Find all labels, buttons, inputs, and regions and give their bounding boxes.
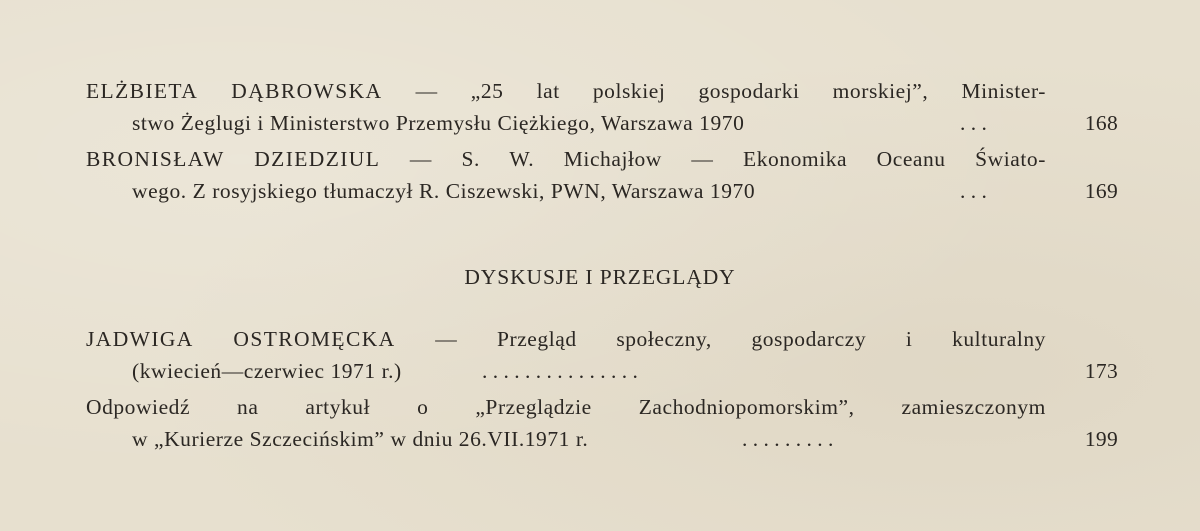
title-word: Odpowiedź <box>86 395 191 419</box>
title-word: Oceanu <box>876 147 946 171</box>
title-word: i <box>905 327 913 351</box>
dot-leaders: . . . . . . . . . . . . . . . <box>482 359 638 383</box>
title-word: społeczny, <box>616 327 712 351</box>
title-word: Zachodniopomorskim”, <box>638 395 855 419</box>
title-word: „25 <box>470 79 504 103</box>
title-word: gospodarczy <box>751 327 867 351</box>
title-word: lat <box>536 79 560 103</box>
title-word: W. <box>509 147 535 171</box>
title-word: Ekonomika <box>743 147 848 171</box>
title-word: Minister- <box>961 79 1046 103</box>
dot-leaders: . . . . . . . . . <box>742 427 834 451</box>
author-first-name: JADWIGA <box>86 327 194 351</box>
title-word: na <box>237 395 259 419</box>
author-first-name: BRONISŁAW <box>86 147 225 171</box>
dot-leaders: . . . <box>960 179 987 203</box>
title-word: Przegląd <box>497 327 577 351</box>
toc-entry-line-1 <box>86 324 1046 354</box>
entry-continuation: w „Kurierze Szczecińskim” w dniu 26.VII.1971 r. <box>132 427 589 451</box>
author-first-name: ELŻBIETA <box>86 79 199 103</box>
dash: — <box>691 147 714 171</box>
page-number: 199 <box>1084 427 1118 451</box>
entry-continuation: stwo Żeglugi i Ministerstwo Przemysłu Ciężkiego, Warszawa 1970 <box>132 111 745 135</box>
title-word: S. <box>461 147 480 171</box>
dash: — <box>415 79 438 103</box>
page-number: 169 <box>1084 179 1118 203</box>
toc-entry-line-1 <box>86 392 1046 422</box>
dot-leaders: . . . <box>960 111 987 135</box>
dash: — <box>435 327 458 351</box>
title-word: gospodarki <box>698 79 800 103</box>
toc-entry-line-1 <box>86 144 1046 174</box>
title-word: zamieszczonym <box>901 395 1046 419</box>
page-number: 173 <box>1084 359 1118 383</box>
dash: — <box>409 147 432 171</box>
entry-continuation: (kwiecień—czerwiec 1971 r.) <box>132 359 402 383</box>
section-heading: DYSKUSJE I PRZEGLĄDY <box>464 265 736 289</box>
title-word: kulturalny <box>952 327 1046 351</box>
title-word: artykuł <box>305 395 371 419</box>
title-word: „Przeglądzie <box>475 395 592 419</box>
author-last-name: DZIEDZIUL <box>254 147 381 171</box>
title-word: o <box>417 395 429 419</box>
author-last-name: DĄBROWSKA <box>231 79 383 103</box>
author-last-name: OSTROMĘCKA <box>233 327 396 351</box>
title-word: polskiej <box>592 79 666 103</box>
title-word: morskiej”, <box>832 79 929 103</box>
toc-entry-line-1 <box>86 76 1046 106</box>
title-word: Michajłow <box>563 147 662 171</box>
page-number: 168 <box>1084 111 1118 135</box>
title-word: Światо- <box>975 147 1046 171</box>
entry-continuation: wego. Z rosyjskiego tłumaczył R. Ciszewski, PWN, Warszawa 1970 <box>132 179 756 203</box>
